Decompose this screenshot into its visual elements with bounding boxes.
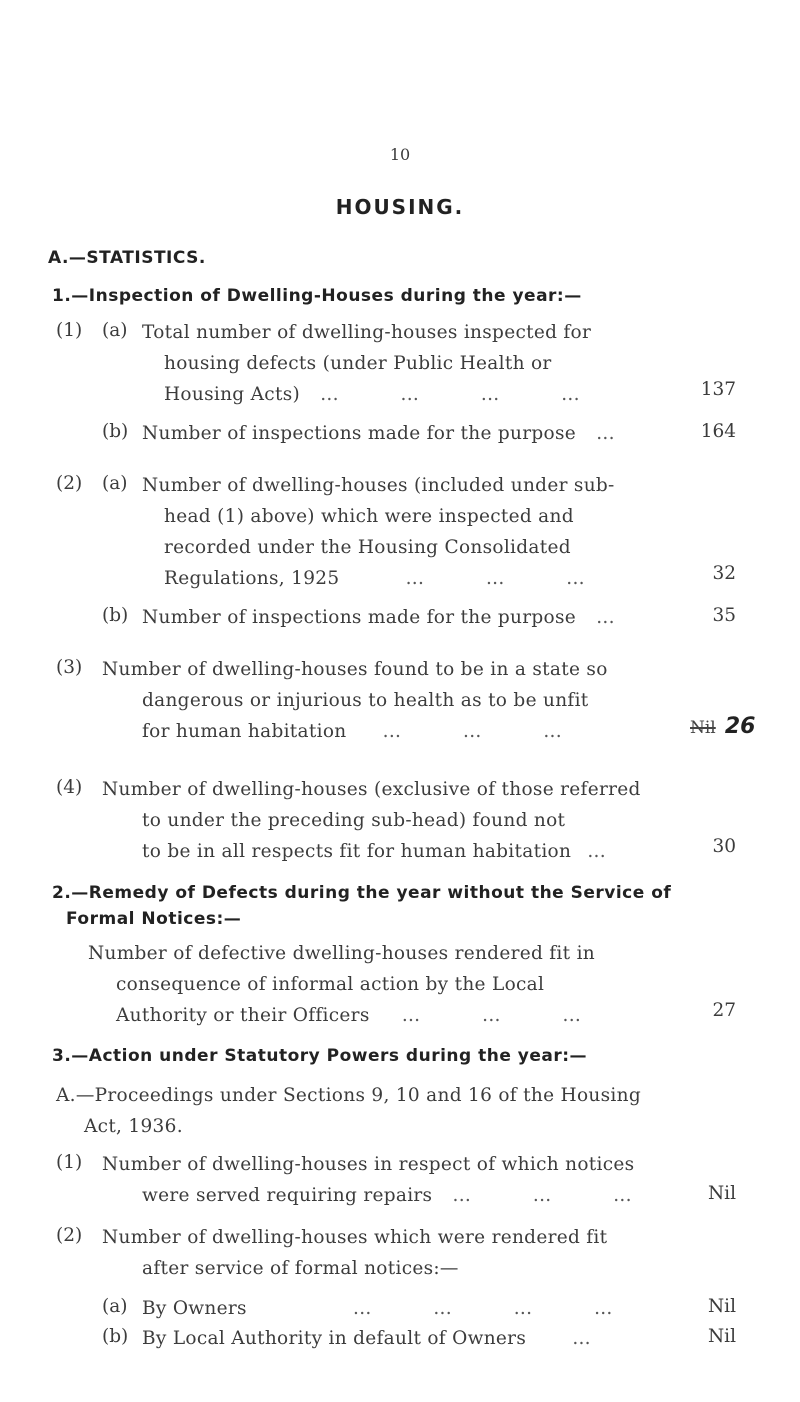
item1-sub-a-label: (a) — [102, 320, 128, 341]
item1-b-dots: ... — [596, 423, 615, 444]
sub-a-heading — [56, 1080, 696, 1142]
stat1-dots: ... ... ... — [452, 1185, 632, 1206]
heading-inspection: 1.—Inspection of Dwelling-Houses during the year:— — [52, 286, 582, 306]
item1-b-text: Number of inspections made for the purpose — [142, 423, 577, 444]
page-number: 10 — [389, 145, 411, 164]
item4-line-2: to under the preceding sub-head) found not — [142, 810, 566, 831]
item2-a-text — [142, 470, 682, 594]
remedy-line-3: Authority or their Officers — [116, 1005, 370, 1026]
stat2-number: (2) — [56, 1225, 83, 1246]
item1-a-value: 137 — [700, 379, 736, 400]
sub-a-line-1: A.—Proceedings under Sections 9, 10 and 16 of the Housing — [56, 1085, 641, 1106]
item3-line-2: dangerous or injurious to health as to be unfit — [142, 690, 589, 711]
item3-line-1: Number of dwelling-houses found to be in a state so — [102, 659, 608, 680]
stat1-number: (1) — [56, 1152, 83, 1173]
item1-a-line-1: Total number of dwelling-houses inspected for — [142, 322, 592, 343]
stat2-b-dots: ... — [572, 1328, 591, 1349]
item3-line-3: for human habitation — [142, 721, 347, 742]
stat1-line-2: were served requiring repairs — [142, 1185, 433, 1206]
item3-value-area — [690, 714, 770, 744]
heading-remedy — [52, 880, 671, 932]
item2-b-text: Number of inspections made for the purpose — [142, 607, 577, 628]
stat2-a-dots: ... ... ... ... — [353, 1298, 613, 1319]
item1-a-line-2: housing defects (under Public Health or — [164, 353, 552, 374]
stat2-a-row — [142, 1293, 613, 1324]
stat2-b-row — [142, 1323, 591, 1354]
remedy-value: 27 — [712, 1000, 736, 1021]
stat2-b-label: (b) — [102, 1326, 129, 1347]
item2-sub-a-label: (a) — [102, 473, 128, 494]
stat2-b-value: Nil — [707, 1326, 736, 1347]
stat1-value: Nil — [707, 1183, 736, 1204]
item3-text — [102, 654, 682, 747]
stat2-a-value: Nil — [707, 1296, 736, 1317]
heading-remedy-line-1: 2.—Remedy of Defects during the year without the Service of — [52, 883, 672, 903]
remedy-line-1: Number of defective dwelling-houses rendered fit in — [88, 943, 595, 964]
item2-b-row — [142, 602, 615, 633]
stat2-a-text: By Owners — [142, 1298, 247, 1319]
stat2-b-text: By Local Authority in default of Owners — [142, 1328, 527, 1349]
section-a-heading: A.—STATISTICS. — [48, 248, 206, 268]
item1-a-line-3: Housing Acts) — [164, 384, 301, 405]
item2-a-line-2: head (1) above) which were inspected and — [164, 506, 574, 527]
item4-line-3: to be in all respects fit for human habitation — [142, 841, 572, 862]
item4-dots: ... — [587, 841, 606, 862]
item1-b-value: 164 — [700, 421, 736, 442]
item1-a-text — [142, 317, 682, 410]
item2-sub-b-label: (b) — [102, 605, 129, 626]
item1-a-dots: ... ... ... ... — [320, 384, 580, 405]
stat2-text — [102, 1222, 682, 1284]
item2-a-line-3: recorded under the Housing Consolidated — [164, 537, 571, 558]
item4-line-1: Number of dwelling-houses (exclusive of those referred — [102, 779, 641, 800]
remedy-dots: ... ... ... — [401, 1005, 582, 1026]
stat2-a-label: (a) — [102, 1296, 128, 1317]
item3-dots: ... ... ... — [382, 721, 562, 742]
item4-number: (4) — [56, 777, 83, 798]
item2-a-line-1: Number of dwelling-houses (included under sub- — [142, 475, 615, 496]
item1-sub-b-label: (b) — [102, 421, 129, 442]
stat2-line-1: Number of dwelling-houses which were rendered fit — [102, 1227, 608, 1248]
stat1-line-1: Number of dwelling-houses in respect of which notices — [102, 1154, 635, 1175]
item2-a-value: 32 — [712, 563, 736, 584]
item2-a-dots: ... ... ... — [405, 568, 585, 589]
item3-value-written: 26 — [724, 714, 756, 739]
item4-text — [102, 774, 682, 867]
heading-statutory: 3.—Action under Statutory Powers during the year:— — [52, 1046, 588, 1066]
remedy-text — [88, 938, 688, 1031]
item1-b-row — [142, 418, 615, 449]
item1-number: (1) — [56, 320, 83, 341]
item2-a-line-4: Regulations, 1925 — [164, 568, 340, 589]
item3-number: (3) — [56, 657, 83, 678]
item4-value: 30 — [712, 836, 736, 857]
heading-remedy-line-2: Formal Notices:— — [66, 909, 242, 929]
item2-number: (2) — [56, 473, 83, 494]
sub-a-line-2: Act, 1936. — [84, 1116, 183, 1137]
stat1-text — [102, 1149, 682, 1211]
item2-b-value: 35 — [712, 605, 736, 626]
item2-b-dots: ... — [596, 607, 615, 628]
remedy-line-2: consequence of informal action by the Local — [116, 974, 545, 995]
stat2-line-2: after service of formal notices:— — [142, 1258, 459, 1279]
item3-value-struck: Nil — [690, 718, 716, 738]
page-title: HOUSING. — [335, 195, 465, 219]
